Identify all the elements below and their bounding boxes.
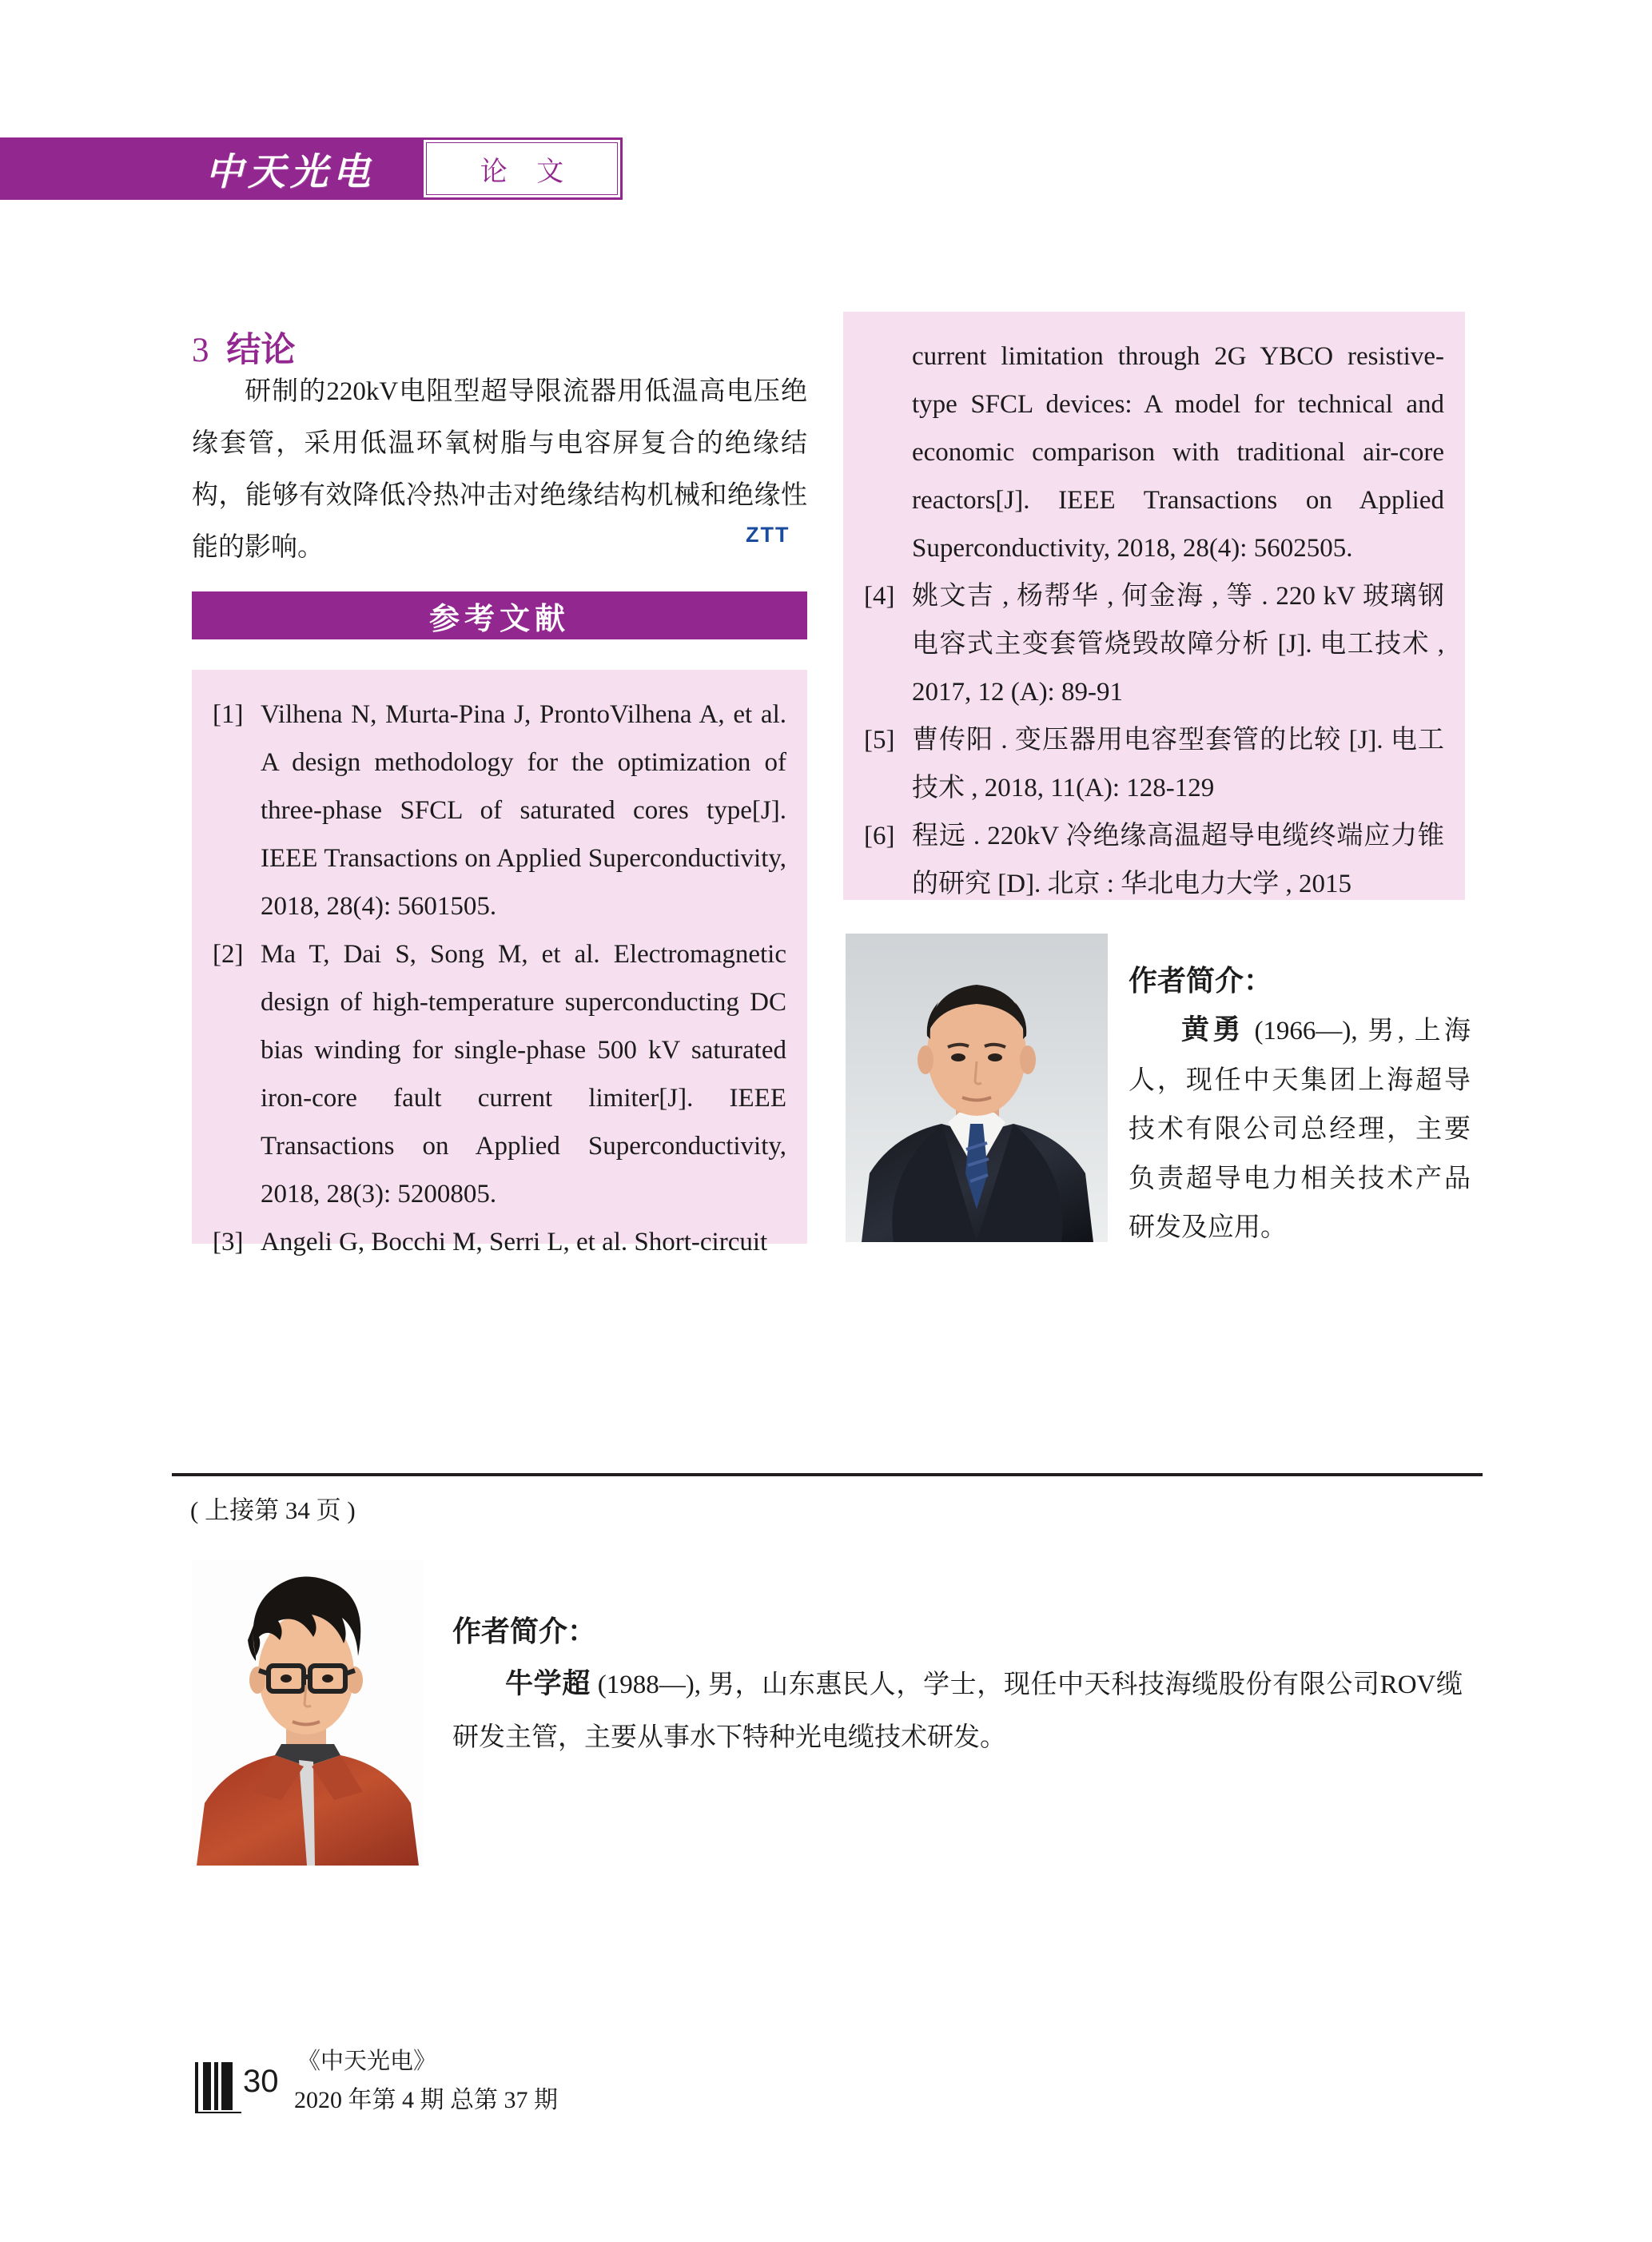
reference-label: [5] [864,726,895,755]
author2-bio-heading: 作者简介： [452,1615,597,1647]
conclusion-heading [192,323,296,372]
author2-photo [192,1560,424,1866]
ztt-wordmark: ZTT [746,523,790,547]
conclusion-heading-number: 3 [192,332,209,369]
reference-item [862,812,1444,908]
reference-label: [4] [864,582,895,611]
author1-bio-text [1129,1006,1471,1253]
author2-bio-block [452,1605,1463,1764]
page-number: 30 [243,2064,279,2099]
author1-bio-rest: (1966—), 男, 上海人，现任中天集团上海超导技术有限公司总经理，主要负责超导电力相关技术产品研发及应用。 [1129,1017,1471,1242]
conclusion-heading-text: 结论 [226,332,296,369]
author2-name: 牛学超 [505,1668,591,1699]
reference-label: [3] [213,1228,244,1256]
category-label: 论 文 [480,157,575,187]
author2-bio-rest: (1988—), 男，山东惠民人，学士，现任中天科技海缆股份有限公司ROV缆研发主管，主要从事水下特种光电缆技术研发。 [452,1671,1463,1752]
reference-item [862,572,1444,716]
author1-photo [846,934,1108,1242]
reference-text: Ma T, Dai S, Song M, et al. Electromagnetic design of high-temperature superconducting DC bias winding for single-phase 500 kV saturated iron-core fault current limiter[J]. IEEE Transactions on Applied Superconductivity, 2018, 28(3): 5200805. [261,940,786,1209]
reference-text: 姚文吉 , 杨帮华 , 何金海 , 等 . 220 kV 玻璃钢电容式主变套管烧毁故障分析 [J]. 电工技术 , 2017, 12 (A): 89-91 [912,582,1444,707]
reference-item [211,691,786,930]
brand-bar [0,137,421,200]
category-box [421,137,623,200]
brand-logo: 中天光电 [205,151,375,193]
page-number-bars-icon [195,2061,241,2119]
reference-label: [1] [213,700,244,729]
reference-item [211,930,786,1218]
references-banner [192,591,807,639]
reference-continuation: current limitation through 2G YBCO resistive-type SFCL devices: A model for technical and economic comparison with traditional air-core reactors[J]. IEEE Transactions on Applied Superconductivity, 2018, 28(4): 5602505. [912,342,1444,563]
section-divider [172,1473,1483,1476]
journal-name: 《中天光电》 [297,2049,437,2074]
issue-info: 2020 年第 4 期 总第 37 期 [294,2087,558,2113]
reference-label: [2] [213,940,244,969]
references-banner-title: 参考文献 [428,602,570,636]
reference-item [211,1218,786,1266]
author1-name: 黄勇 [1181,1014,1244,1045]
references-box-left [192,670,807,1256]
references-box-right [843,312,1465,900]
reference-text: Vilhena N, Murta-Pina J, ProntoVilhena A, et al. A design methodology for the optimization of three-phase SFCL of saturated cores type[J]. IEEE Transactions on Applied Superconductivity, 2018, 28(4): 5601505. [261,700,786,921]
reference-text: 曹传阳 . 变压器用电容型套管的比较 [J]. 电工技术 , 2018, 11(A): 128-129 [912,726,1444,802]
header-banner [0,137,623,200]
author1-bio-block [1129,956,1471,1253]
conclusion-paragraph: 研制的220kV电阻型超导限流器用低温高电压绝缘套管，采用低温环氧树脂与电容屏复合的绝缘结构，能够有效降低冷热冲击对绝缘结构机械和绝缘性能的影响。 [192,377,807,562]
reference-item [862,716,1444,812]
reference-label: [6] [864,822,895,850]
author2-bio-text [452,1658,1463,1764]
reference-text: Angeli G, Bocchi M, Serri L, et al. Short-circuit [261,1228,768,1256]
continued-from-note: ( 上接第 34 页 ) [190,1496,356,1524]
author1-bio-heading: 作者简介： [1129,965,1273,997]
reference-text: 程远 . 220kV 冷绝缘高温超导电缆终端应力锥的研究 [D]. 北京 : 华北电力大学 , 2015 [912,822,1444,898]
